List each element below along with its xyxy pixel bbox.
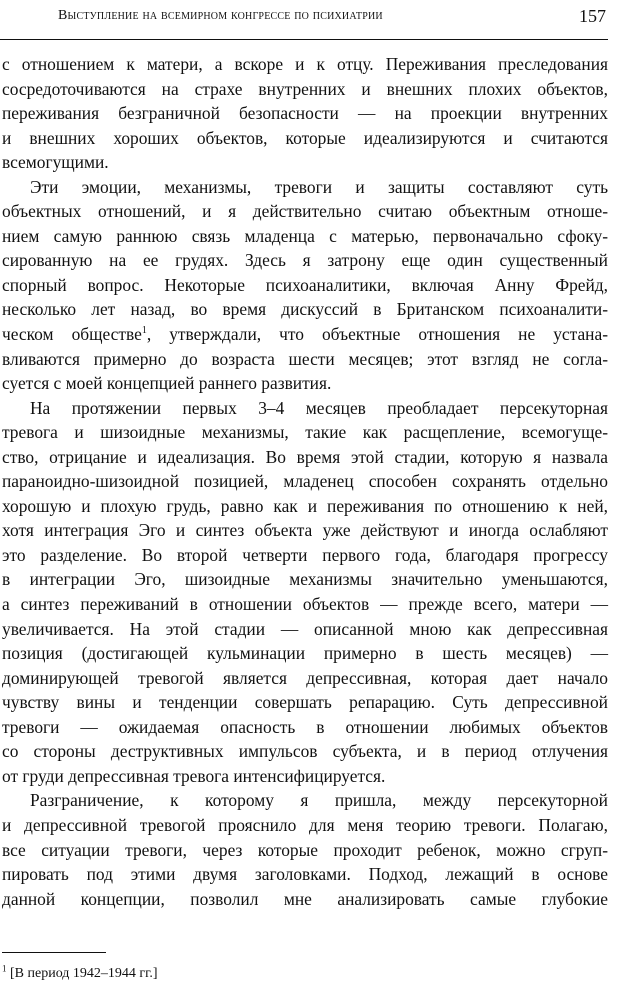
line-text: ство, отрицание и идеализация. Во время этой стадии, которую я назвала: [2, 446, 608, 467]
footnote-text: [В период 1942–1944 гг.]: [6, 966, 158, 981]
line-text: всемогущими.: [2, 152, 109, 173]
line-text: вливаются примерно до возраста шести месяцев; этот взгляд не согла-: [2, 348, 608, 369]
text-line: [2, 273, 608, 298]
text-line: [2, 175, 608, 200]
line-text: и депрессивной тревогой прояснило для меня теорию тревоги. Полагаю,: [2, 814, 608, 835]
header-title: Выступление на всемирном конгрессе по психиатрии: [58, 8, 383, 23]
line-text: параноидно-шизоидной позицией, младенец способен сохранять отдельно: [2, 471, 608, 492]
line-text: в интеграции Эго, шизоидные механизмы значительно уменьшаются,: [2, 569, 608, 590]
line-text: это разделение. Во второй четверти первого года, благодаря прогрессу: [2, 544, 608, 565]
text-line: [2, 838, 608, 863]
line-text: тревога и шизоидные механизмы, такие как расщепление, всемогуще-: [2, 422, 608, 443]
line-text: от груди депрессивная тревога интенсифицируется.: [2, 765, 386, 786]
text-line: [2, 347, 608, 372]
text-line: [2, 788, 608, 813]
text-line: [2, 764, 608, 789]
line-text: увеличивается. На этой стадии — описанной мною как депрессивная: [2, 618, 608, 639]
text-line: [2, 543, 608, 568]
text-line: [2, 199, 608, 224]
line-text: тревоги — ожидаемая опасность в отношении любимых объектов: [2, 716, 608, 737]
text-line: [2, 297, 608, 322]
line-text: переживания безграничной безопасности — на проекции внутренних: [2, 103, 608, 124]
footnote: [2, 963, 158, 982]
text-line: [2, 322, 608, 347]
line-text: данной концепции, позволил мне анализировать самые глубокие: [2, 888, 608, 909]
line-text: несколько лет назад, во время дискуссий в Британском психоаналити-: [2, 299, 608, 320]
line-text-continued: , утверждали, что объектные отношения не устана-: [146, 324, 609, 345]
text-line: [2, 445, 608, 470]
text-line: [2, 592, 608, 617]
line-text: На протяжении первых 3–4 месяцев преобладает персекуторная: [30, 397, 608, 418]
line-text: суется с моей концепцией раннего развития.: [2, 373, 332, 394]
line-text: позиция (достигающей кульминации примерно в шесть месяцев) —: [2, 643, 608, 664]
line-text: пировать под этими двумя заголовками. Подход, лежащий в основе: [2, 864, 608, 885]
text-line: [2, 224, 608, 249]
text-line: [2, 52, 608, 77]
text-line: [2, 641, 608, 666]
line-text: нием самую раннюю связь младенца с матерью, первоначально сфоку-: [2, 225, 608, 246]
line-text: хорошую и плохую грудь, равно как и переживания по отношению к ней,: [2, 495, 608, 516]
page-number: 157: [579, 6, 606, 26]
line-text: Разграничение, к которому я пришла, между персекуторной: [30, 790, 608, 811]
line-text: ческом обществе: [2, 324, 142, 345]
text-line: [2, 126, 608, 151]
line-text: доминирующей тревогой является депрессивная, которая дает начало: [2, 667, 608, 688]
footnote-rule: [2, 952, 106, 953]
text-line: [2, 518, 608, 543]
running-header: [0, 4, 620, 34]
line-text: объектных отношений, и я действительно считаю объектным отноше-: [2, 201, 608, 222]
line-text: спорный вопрос. Некоторые психоаналитики, включая Анну Фрейд,: [2, 274, 608, 295]
line-text: и внешних хороших объектов, которые идеализируются и считаются: [2, 127, 608, 148]
text-line: [2, 248, 608, 273]
text-line: [2, 420, 608, 445]
footnote-marker: 1: [2, 963, 7, 974]
text-line: [2, 813, 608, 838]
line-text: сированную на ее грудях. Здесь я затрону еще один существенный: [2, 250, 608, 271]
line-text: Эти эмоции, механизмы, тревоги и защиты составляют суть: [30, 176, 608, 197]
text-line: [2, 396, 608, 421]
text-line: [2, 887, 608, 912]
text-line: [2, 77, 608, 102]
footnote-reference: 1: [141, 325, 147, 337]
text-line: [2, 666, 608, 691]
line-text: а синтез переживаний в отношении объектов — прежде всего, матери —: [2, 594, 608, 615]
text-line: [2, 739, 608, 764]
line-text: хотя интеграция Эго и синтез объекта уже действуют и иногда ослабляют: [2, 520, 608, 541]
text-line: [2, 715, 608, 740]
text-line: [2, 494, 608, 519]
text-line: [2, 617, 608, 642]
text-line: [2, 567, 608, 592]
line-text: сосредоточиваются на страхе внутренних и внешних плохих объектов,: [2, 78, 608, 99]
text-line: [2, 690, 608, 715]
text-line: [2, 101, 608, 126]
text-line: [2, 371, 608, 396]
header-rule: [0, 39, 608, 40]
line-text: чувству вины и тенденции совершать репарацию. Суть депрессивной: [2, 692, 608, 713]
line-text: все ситуации тревоги, через которые проходит ребенок, можно сгруп-: [2, 839, 608, 860]
text-line: [2, 150, 608, 175]
text-line: [2, 469, 608, 494]
line-text: с отношением к матери, а вскоре и к отцу. Переживания преследования: [2, 54, 608, 74]
text-line: [2, 862, 608, 887]
body-text: [2, 52, 608, 911]
line-text: со стороны деструктивных импульсов субъекта, и в период отлучения: [2, 741, 608, 762]
